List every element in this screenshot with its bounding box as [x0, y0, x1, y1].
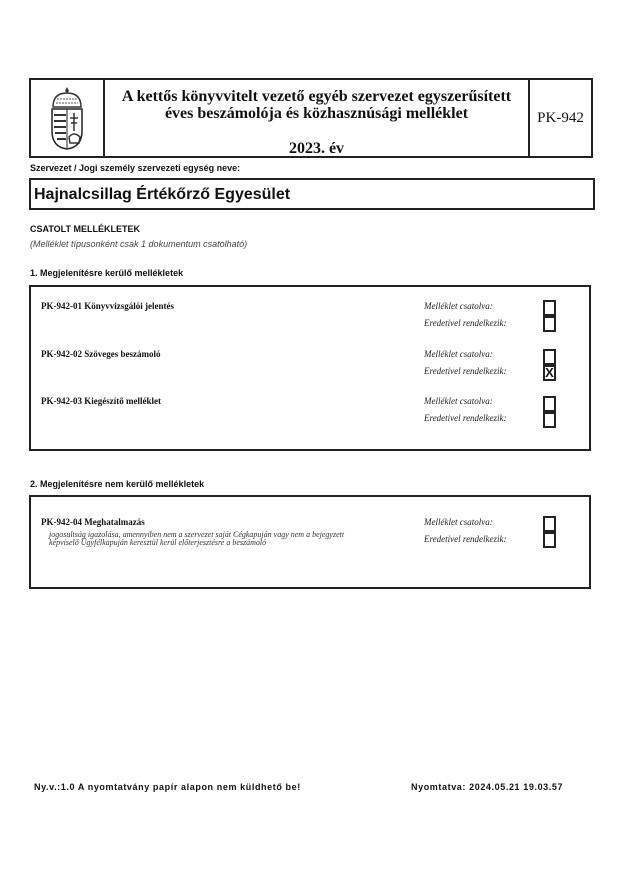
organization-name-field — [29, 178, 595, 210]
attachment-item-name: PK-942-01 Könyvvizsgálói jelentés — [41, 301, 174, 311]
footer-printed-timestamp: Nyomtatva: 2024.05.21 19.03.57 — [411, 782, 564, 792]
organization-name: Hajnalcsillag Értékőrző Egyesület — [34, 186, 291, 203]
attachments-title: CSATOLT MELLÉKLETEK — [30, 224, 140, 234]
coat-of-arms-icon — [47, 85, 87, 151]
attachments-note: (Melléklet típusonként csak 1 dokumentum csatolható) — [30, 239, 248, 249]
form-title-line1: A kettős könyvvitelt vezető egyéb szervezet egyszerűsített — [121, 88, 512, 105]
attachment-item-name: PK-942-04 Meghatalmazás — [41, 517, 145, 527]
form-year: 2023. év — [288, 140, 345, 157]
attached-checkbox[interactable] — [543, 396, 556, 412]
attached-checkbox[interactable] — [543, 516, 556, 532]
attached-checkbox[interactable] — [543, 349, 556, 365]
attachment-item-description: jogosultság igazolása, amennyiben nem a szervezet saját Cégkapuján vagy nem a bejegyzett képviselő Ügyfélkapuján keresztül kerül előterjesztésre a beszámoló — [49, 530, 345, 547]
original-checkbox[interactable] — [543, 316, 556, 332]
attachment-item-name: PK-942-02 Szöveges beszámoló — [41, 349, 161, 359]
logo-cell — [31, 80, 105, 156]
group1-title: 1. Megjelenítésre kerülő mellékletek — [30, 268, 184, 278]
attached-checkbox[interactable] — [543, 300, 556, 316]
form-code: PK-942 — [537, 109, 584, 126]
organization-label: Szervezet / Jogi személy szervezeti egység neve: — [30, 163, 241, 173]
form-title — [105, 88, 528, 122]
form-title-cell — [105, 80, 530, 156]
group1-box — [29, 285, 591, 451]
original-label: Eredetivel rendelkezik: — [424, 318, 507, 328]
original-checkbox[interactable] — [543, 532, 556, 548]
original-label: Eredetivel rendelkezik: — [424, 413, 507, 423]
attached-label: Melléklet csatolva: — [424, 517, 493, 527]
original-checkbox[interactable]: X — [543, 365, 556, 381]
form-title-line2: éves beszámolója és közhasznúsági melléklet — [164, 105, 469, 122]
group2-box — [29, 495, 591, 589]
attached-label: Melléklet csatolva: — [424, 396, 493, 406]
attached-label: Melléklet csatolva: — [424, 301, 493, 311]
attachment-item-name: PK-942-03 Kiegészítő melléklet — [41, 396, 161, 406]
original-label: Eredetivel rendelkezik: — [424, 534, 507, 544]
form-header — [29, 78, 593, 158]
footer-version-note: Ny.v.:1.0 A nyomtatvány papír alapon nem küldhető be! — [34, 782, 301, 792]
original-checkbox[interactable] — [543, 412, 556, 428]
group2-title: 2. Megjelenítésre nem kerülő mellékletek — [30, 479, 205, 489]
attached-label: Melléklet csatolva: — [424, 349, 493, 359]
original-label: Eredetivel rendelkezik: — [424, 366, 507, 376]
